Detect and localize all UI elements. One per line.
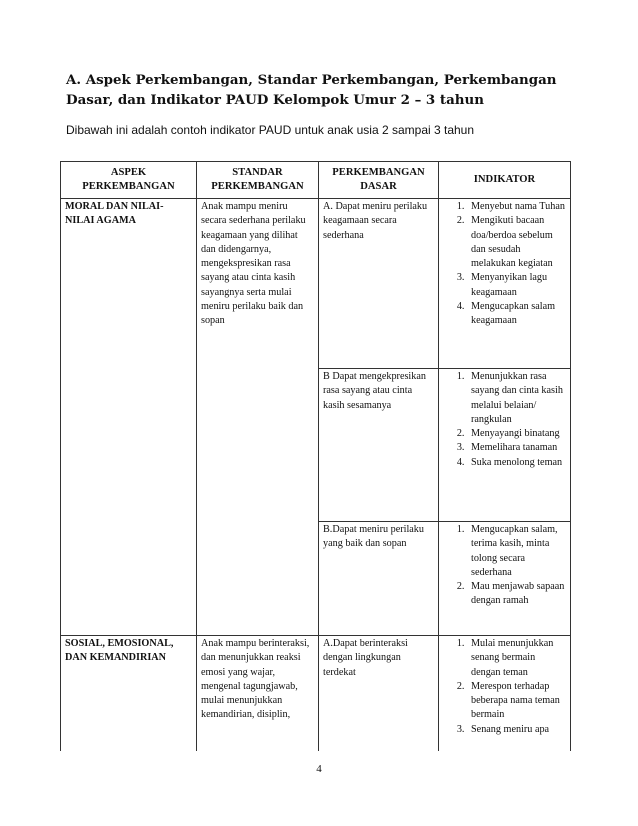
list-item: 4. Suka menolong teman [467, 456, 566, 470]
dasar-moral-c: B.Dapat meniru perilaku yang baik dan sopan [319, 522, 439, 636]
heading-line-1: A. Aspek Perkembangan, Standar Perkembangan, Perkembangan [66, 72, 557, 88]
list-item: 2. Mengikuti bacaan doa/berdoa sebelum dan sesudah melakukan kegiatan [467, 214, 566, 271]
dasar-moral-b: B Dapat mengekpresikan rasa sayang atau cinta kasih sesamanya [319, 369, 439, 522]
section-heading [66, 70, 586, 110]
indicator-table [60, 161, 571, 751]
intro-text: Dibawah ini adalah contoh indikator PAUD untuk anak usia 2 sampai 3 tahun [66, 123, 475, 137]
standar-moral: Anak mampu meniru secara sederhana perilaku keagamaan yang dilihat dan didengarnya, mengekspresikan rasa sayang atau cinta kasih sayangnya serta mulai meniru perilaku baik dan sopan [197, 199, 319, 636]
indikator-moral-b [439, 369, 571, 522]
list-item: 3. Menyanyikan lagu keagamaan [467, 271, 566, 300]
list-item: 2. Menyayangi binatang [467, 427, 566, 441]
indikator-sosial-a [439, 636, 571, 751]
aspek-sosial: SOSIAL, EMOSIONAL, DAN KEMANDIRIAN [61, 636, 197, 751]
standar-sosial: Anak mampu berinteraksi, dan menunjukkan reaksi emosi yang wajar, mengenal tagungjawab, mulai menunjukkan kemandirian, disiplin, [197, 636, 319, 751]
table-header-row [61, 162, 571, 199]
header-indikator: INDIKATOR [439, 162, 571, 199]
list-item: 2. Mau menjawab sapaan dengan ramah [467, 580, 566, 609]
indikator-moral-a [439, 199, 571, 369]
heading-line-2: Dasar, dan Indikator PAUD Kelompok Umur 2 – 3 tahun [66, 92, 484, 108]
indikator-moral-c [439, 522, 571, 636]
page-number: 4 [316, 763, 322, 775]
list-item: 2. Merespon terhadap beberapa nama teman bermain [467, 680, 566, 723]
list-item: 3. Memelihara tanaman [467, 441, 566, 455]
list-item: 1. Mulai menunjukkan senang bermain dengan teman [467, 637, 566, 680]
dasar-sosial-a: A.Dapat berinteraksi dengan lingkungan terdekat [319, 636, 439, 751]
list-item: 1. Mengucapkan salam, terima kasih, minta tolong secara sederhana [467, 523, 566, 580]
list-item: 1. Menyebut nama Tuhan [467, 200, 566, 214]
list-item: 3. Senang meniru apa [467, 723, 566, 737]
list-item: 1. Menunjukkan rasa sayang dan cinta kasih melalui belaian/ rangkulan [467, 370, 566, 427]
header-dasar: PERKEMBANGAN DASAR [319, 162, 439, 199]
table-row [61, 199, 571, 369]
list-item: 4. Mengucapkan salam keagamaan [467, 300, 566, 329]
dasar-moral-a: A. Dapat meniru perilaku keagamaan secara sederhana [319, 199, 439, 369]
aspek-moral: MORAL DAN NILAI-NILAI AGAMA [61, 199, 197, 636]
table-row [61, 636, 571, 751]
header-standar: STANDAR PERKEMBANGAN [197, 162, 319, 199]
header-aspek: ASPEK PERKEMBANGAN [61, 162, 197, 199]
